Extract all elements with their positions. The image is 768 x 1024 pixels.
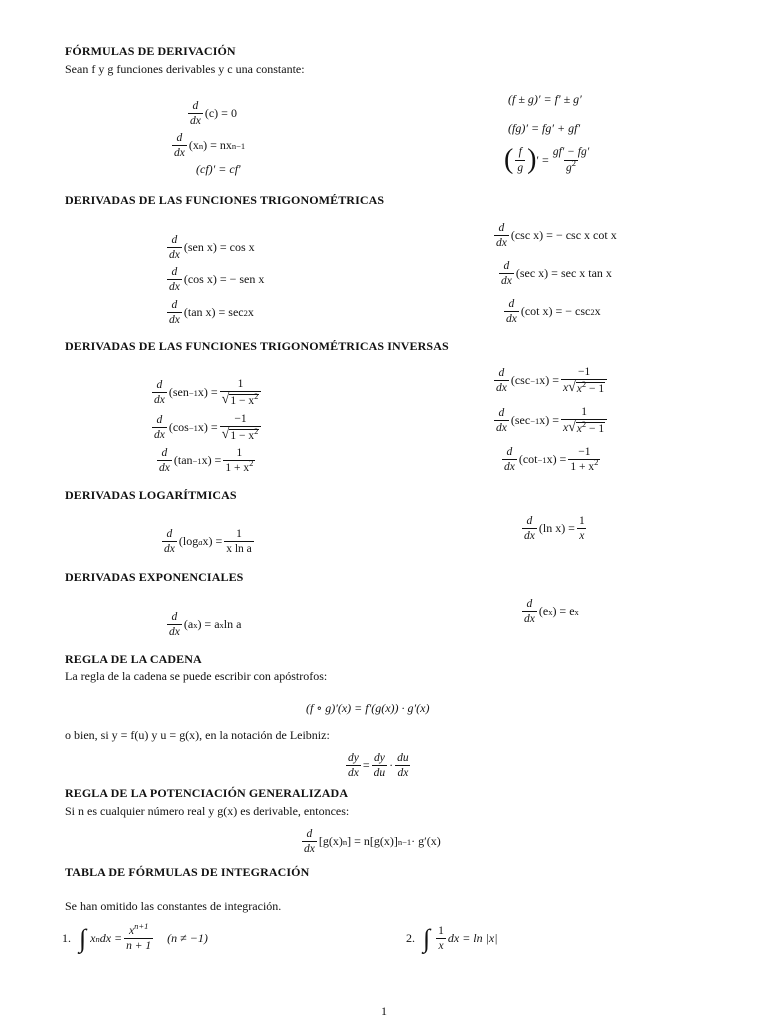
section-title-power-rule: REGLA DE LA POTENCIACIÓN GENERALIZADA <box>65 786 349 800</box>
formula-chain-rule: (f ∘ g)′(x) = f′(g(x)) · g′(x) <box>306 701 430 715</box>
formula-constant-multiple: (cf)′ = cf′ <box>196 162 241 176</box>
formula-product: (fg)′ = fg′ + gf′ <box>508 121 581 135</box>
section-title-inverse-trig: DERIVADAS DE LAS FUNCIONES TRIGONOMÉTRICAS INVERSAS <box>65 339 449 353</box>
section-title-derivacion: FÓRMULAS DE DERIVACIÓN <box>65 44 236 58</box>
formula-d-ax: $\frac{d}{dx}$ (a x ) = a x ln a <box>169 611 242 639</box>
formula-constant: $\frac{d}{dx}$ (c) = 0 <box>190 100 237 128</box>
power-rule-intro: Si n es cualquier número real y g(x) es derivable, entonces: <box>65 804 350 818</box>
page-number: 1 <box>381 1004 387 1018</box>
formula-general-power: $\frac{d}{dx}$ [g(x) n ] = n[g(x)] n−1 · g′(x) <box>304 828 441 856</box>
formula-d-cos: $\frac{d}{dx}$ (cos x) = − sen x <box>169 266 265 294</box>
formula-d-csc: $\frac{d}{dx}$ (csc x) = − csc x cot x <box>496 222 617 250</box>
formula-quotient: ( $\frac{f}{g}$ ) ′ = $\frac{gf' - fg'}{g^2}$ <box>504 144 590 175</box>
formula-d-arcsec: $\frac{d}{dx}$ (sec −1 x) = 1 x √ $x^2 - 1$ <box>492 406 609 435</box>
intro-text: Sean f y g funciones derivables y c una constante: <box>65 62 305 76</box>
section-title-log: DERIVADAS LOGARÍTMICAS <box>65 488 237 502</box>
formula-d-arccsc: $\frac{d}{dx}$ (csc −1 x) = −1 x √ $x^2 - 1$ <box>492 366 609 395</box>
formula-power: $\frac{d}{dx}$ (x n ) = nx n−1 <box>174 132 246 160</box>
integration-intro: Se han omitido las constantes de integración. <box>65 899 282 913</box>
chain-rule-intro: La regla de la cadena se puede escribir con apóstrofos: <box>65 669 328 683</box>
integral-formula-2: 2. ∫ $\frac{1}{x}$ dx = ln |x| <box>406 923 498 953</box>
section-title-chain-rule: REGLA DE LA CADENA <box>65 652 202 666</box>
formula-d-ln: $\frac{d}{dx}$ (ln x) = $\frac{1}{x}$ <box>524 515 585 543</box>
formula-d-cot: $\frac{d}{dx}$ (cot x) = − csc 2 x <box>506 298 601 326</box>
formula-d-arcsen: $\frac{d}{dx}$ (sen −1 x) = 1 √ $1 - x^2$ <box>150 378 263 407</box>
formula-d-sec: $\frac{d}{dx}$ (sec x) = sec x tan x <box>501 260 612 288</box>
section-title-exp: DERIVADAS EXPONENCIALES <box>65 570 244 584</box>
formula-d-arccos: $\frac{d}{dx}$ (cos −1 x) = −1 √ $1 - x^2$ <box>150 413 263 442</box>
leibniz-intro: o bien, si y = f(u) y u = g(x), en la notación de Leibniz: <box>65 728 330 742</box>
integral-formula-1: 1. ∫ x n dx = $\frac{x^{n+1}}{n + 1}$ (n ≠ −1) <box>62 921 208 953</box>
formula-d-ex: $\frac{d}{dx}$ (e x ) = e x <box>524 598 579 626</box>
formula-d-arctan: $\frac{d}{dx}$ (tan −1 x) = $\frac{1}{1 + x^2}$ <box>159 447 254 475</box>
formula-sum: (f ± g)′ = f′ ± g′ <box>508 92 582 106</box>
formula-d-tan: $\frac{d}{dx}$ (tan x) = sec 2 x <box>169 299 254 327</box>
formula-d-sen: $\frac{d}{dx}$ (sen x) = cos x <box>169 234 255 262</box>
formula-d-arccot: $\frac{d}{dx}$ (cot −1 x) = $\frac{-1}{1 + x^2}$ <box>504 446 599 474</box>
formula-d-log: $\frac{d}{dx}$ (log a x) = $\frac{1}{\text{x ln a}}$ <box>164 528 252 556</box>
section-title-integration: TABLA DE FÓRMULAS DE INTEGRACIÓN <box>65 865 310 879</box>
section-title-trig: DERIVADAS DE LAS FUNCIONES TRIGONOMÉTRICAS <box>65 193 385 207</box>
formula-leibniz: $\frac{dy}{dx}$ = $\frac{dy}{du}$ · $\frac{du}{dx}$ <box>348 752 409 780</box>
